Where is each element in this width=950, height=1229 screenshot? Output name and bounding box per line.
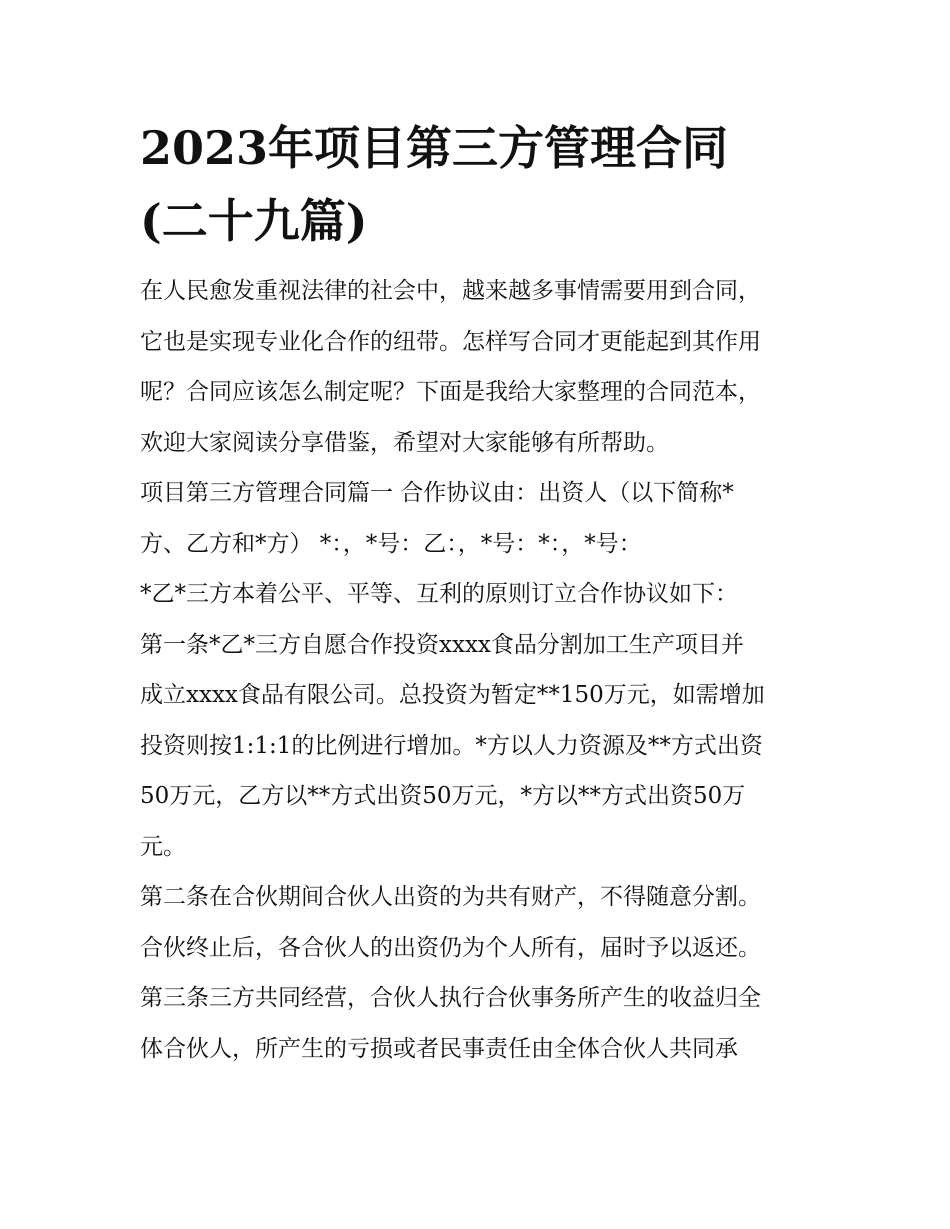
contract-parties-paragraph: 项目第三方管理合同篇一 合作协议由：出资人（以下简称* 方、乙方和*方） *：，*号：乙：，*号：*：，*号： <box>140 480 734 557</box>
document-title-line-2: (二十九篇) <box>140 194 368 248</box>
document-title-line-1: 2023年项目第三方管理合同 <box>140 121 729 175</box>
intro-paragraph: 在人民愈发重视法律的社会中，越来越多事情需要用到合同， 它也是实现专业化合作的纽带。怎样写合同才更能起到其作用 呢？合同应该怎么制定呢？下面是我给大家整理的合同范本， 欢迎大家阅读分享借鉴，希望对大家能够有所帮助。 <box>140 278 761 456</box>
document-page <box>140 112 820 1074</box>
document-title <box>140 112 820 258</box>
principle-paragraph: *乙*三方本着公平、平等、互利的原则订立合作协议如下： <box>140 581 738 607</box>
article-1-paragraph: 第一条*乙*三方自愿合作投资xxxx食品分割加工生产项目并 成立xxxx食品有限公司。总投资为暂定**150万元，如需增加 投资则按1:1:1的比例进行增加。*方以人力资源及**方式出资 50万元，乙方以**方式出资50万元，*方以**方式出资50万 元。 <box>140 631 765 860</box>
article-3-paragraph: 第三条三方共同经营，合伙人执行合伙事务所产生的收益归全 体合伙人，所产生的亏损或者民事责任由全体合伙人共同承 <box>140 985 761 1062</box>
article-2-paragraph: 第二条在合伙期间合伙人出资的为共有财产，不得随意分割。 合伙终止后，各合伙人的出资仍为个人所有，届时予以返还。 <box>140 884 761 961</box>
